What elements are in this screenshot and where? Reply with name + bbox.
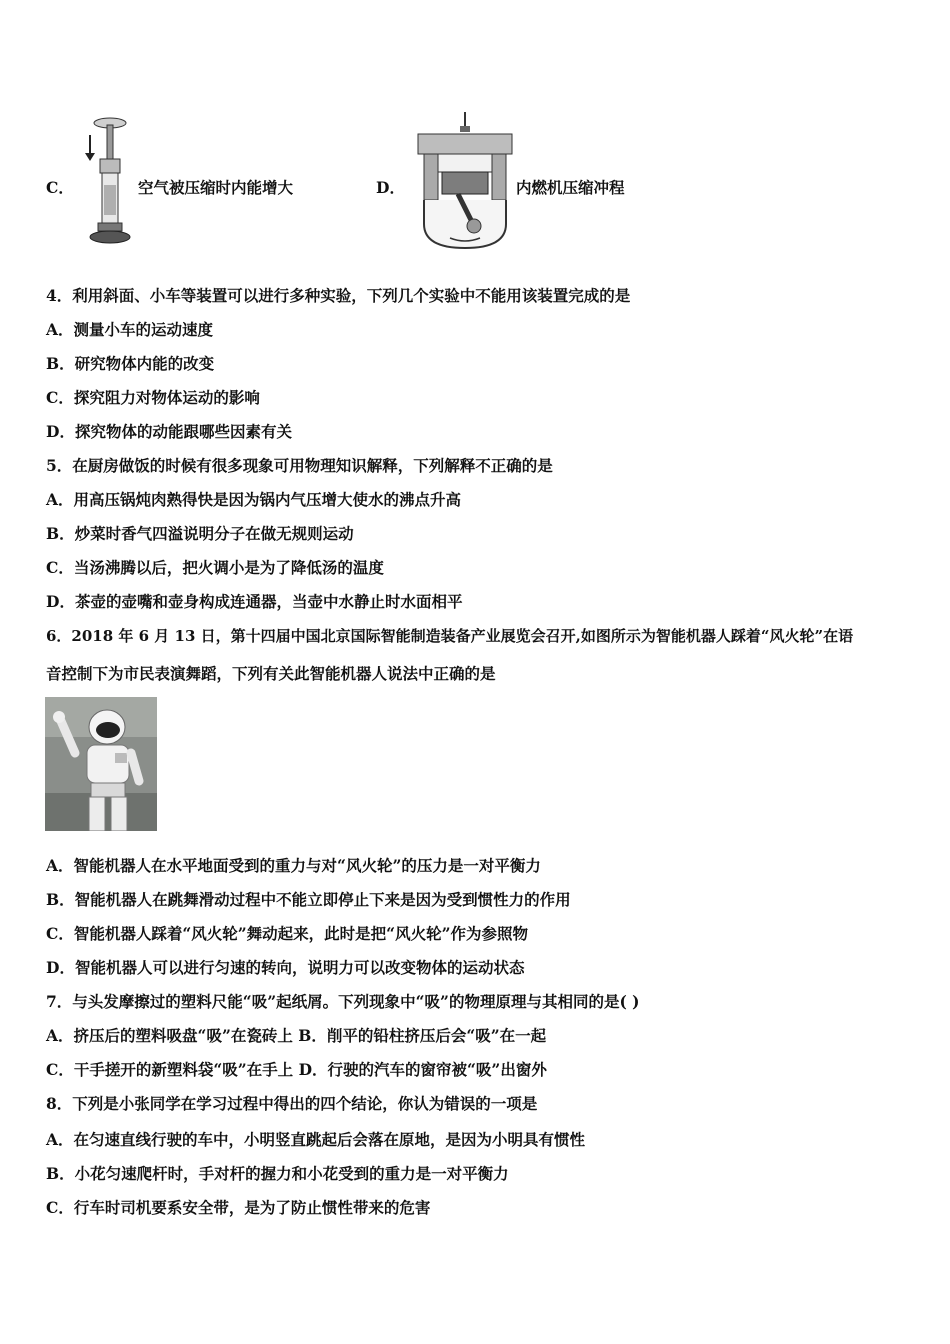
question-6-stem-line1: 6．2018 年 6 月 13 日，第十四届中国北京国际智能制造装备产业展览会召开,如图所示为智能机器人踩着“风火轮”在语	[46, 627, 854, 645]
question-7-stem: 7．与头发摩擦过的塑料尺能“吸”起纸屑。下列现象中“吸”的物理原理与其相同的是( )	[46, 992, 640, 1011]
engine-compression-stroke-figure	[416, 112, 514, 252]
question-8-option-c: C．行车时司机要系安全带，是为了防止惯性带来的危害	[46, 1198, 431, 1217]
question-6-option-c: C．智能机器人踩着“风火轮”舞动起来，此时是把“风火轮”作为参照物	[46, 924, 529, 943]
question-5-option-b: B．炒菜时香气四溢说明分子在做无规则运动	[46, 524, 354, 543]
option-d-label: D．	[376, 178, 405, 197]
question-4-option-a: A．测量小车的运动速度	[46, 320, 214, 339]
question-4-option-d: D．探究物体的动能跟哪些因素有关	[46, 422, 292, 441]
question-8-stem: 8．下列是小张同学在学习过程中得出的四个结论，你认为错误的一项是	[46, 1094, 538, 1113]
robot-photo-figure	[45, 697, 157, 831]
question-6-stem-line2: 音控制下为市民表演舞蹈，下列有关此智能机器人说法中正确的是	[46, 664, 496, 683]
question-8-option-b: B．小花匀速爬杆时，手对杆的握力和小花受到的重力是一对平衡力	[46, 1164, 509, 1183]
option-c-caption: 空气被压缩时内能增大	[138, 178, 294, 197]
question-7-options-ab: A．挤压后的塑料吸盘“吸”在瓷砖上 B．削平的铅柱挤压后会“吸”在一起	[46, 1026, 547, 1045]
question-6-option-d: D．智能机器人可以进行匀速的转向，说明力可以改变物体的运动状态	[46, 958, 525, 977]
option-c-label: C．	[46, 178, 74, 197]
air-compression-apparatus-figure	[78, 115, 134, 247]
question-6-option-b: B．智能机器人在跳舞滑动过程中不能立即停止下来是因为受到惯性力的作用	[46, 890, 571, 909]
question-5-stem: 5．在厨房做饭的时候有很多现象可用物理知识解释，下列解释不正确的是	[46, 456, 553, 475]
question-5-option-d: D．茶壶的壶嘴和壶身构成连通器，当壶中水静止时水面相平	[46, 592, 463, 611]
question-5-option-c: C．当汤沸腾以后，把火调小是为了降低汤的温度	[46, 558, 384, 577]
option-d-caption: 内燃机压缩冲程	[516, 178, 625, 197]
question-4-option-b: B．研究物体内能的改变	[46, 354, 215, 373]
question-6-option-a: A．智能机器人在水平地面受到的重力与对“风火轮”的压力是一对平衡力	[46, 856, 541, 875]
question-4-option-c: C．探究阻力对物体运动的影响	[46, 388, 260, 407]
question-4-stem: 4．利用斜面、小车等装置可以进行多种实验，下列几个实验中不能用该装置完成的是	[46, 286, 631, 305]
question-7-options-cd: C．干手搓开的新塑料袋“吸”在手上 D．行驶的汽车的窗帘被“吸”出窗外	[46, 1060, 547, 1079]
question-8-option-a: A．在匀速直线行驶的车中，小明竖直跳起后会落在原地，是因为小明具有惯性	[46, 1130, 586, 1149]
question-5-option-a: A．用高压锅炖肉熟得快是因为锅内气压增大使水的沸点升高	[46, 490, 462, 509]
